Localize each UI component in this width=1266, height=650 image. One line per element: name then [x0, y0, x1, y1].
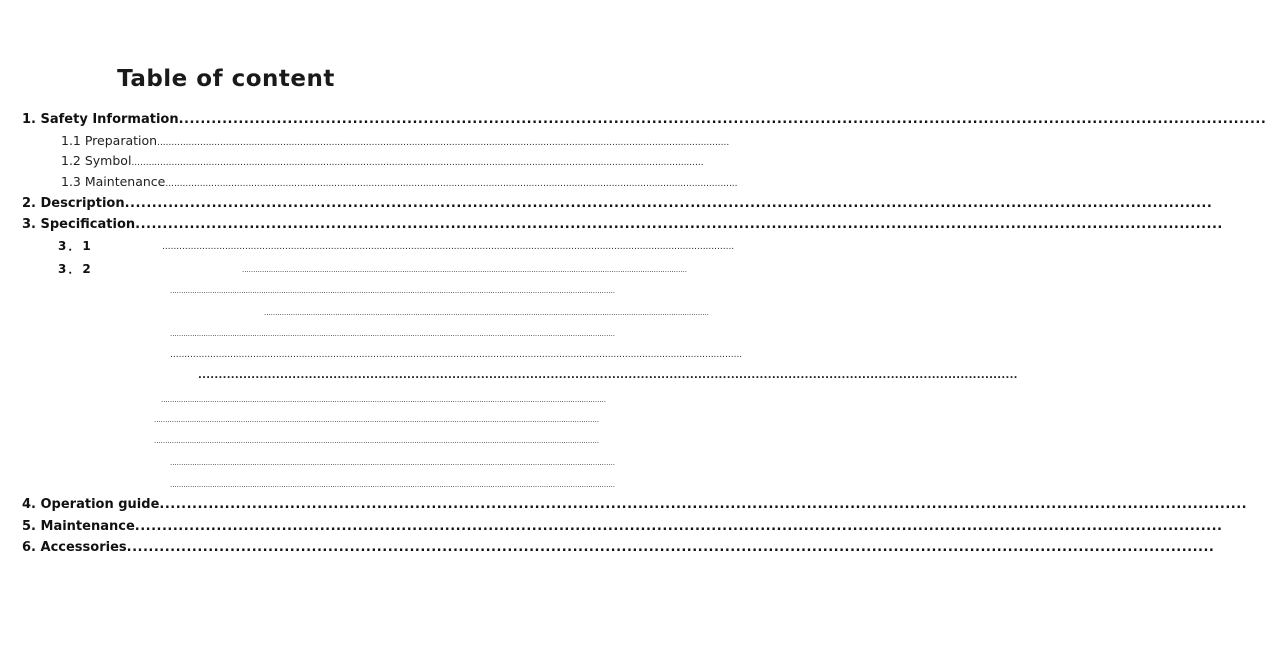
toc-entry-label: 1.1 Preparation — [61, 133, 158, 148]
toc-entry-label: 5. Maintenance — [22, 519, 135, 534]
toc-entry-label: 2. Description — [22, 196, 125, 211]
toc-leader: ........................................................................................................................................................................................................ — [161, 396, 607, 404]
toc-entry-label: 1. Safety Information — [22, 112, 179, 127]
toc-entry-maintenance-sub[interactable] — [61, 173, 738, 190]
toc-leader: ........................................................................................................................................................................................................ — [178, 112, 1266, 127]
toc-entry-label: 1.2 Symbol — [61, 153, 132, 168]
toc-leader: ........................................................................................................................................................................................................ — [157, 138, 730, 148]
toc-entry-maintenance[interactable] — [22, 518, 1223, 536]
toc-leader: ........................................................................................................................................................................................................ — [170, 287, 616, 295]
toc-entry-label: 1.3 Maintenance — [61, 174, 166, 189]
toc-leader: ........................................................................................................................................................................................................ — [131, 158, 704, 168]
toc-leader: ........................................................................................................................................................................................................ — [126, 540, 1215, 555]
toc-leader: ........................................................................................................................................................................................................ — [124, 196, 1213, 211]
toc-entry-operation-guide[interactable] — [22, 496, 1248, 514]
toc-leader: ........................................................................................................................................................................................................ — [154, 416, 600, 424]
toc-leader: ........................................................................................................................................................................................................ — [170, 350, 743, 360]
toc-entry-label: 3．2 — [58, 262, 93, 276]
toc-leader: ........................................................................................................................................................................................................ — [135, 217, 1223, 232]
toc-leader: ........................................................................................................................................................................................................ — [242, 266, 688, 274]
toc-entry-safety-information[interactable] — [22, 111, 1266, 129]
toc-leader: ........................................................................................................................................................................................................ — [170, 330, 616, 338]
toc-entry-preparation[interactable] — [61, 132, 730, 149]
toc-entry-description[interactable] — [22, 195, 1213, 213]
page-title: Table of content — [117, 66, 335, 92]
toc-leader: ........................................................................................................................................................................................................ — [170, 459, 616, 467]
toc-leader: ........................................................................................................................................................................................................ — [162, 242, 735, 252]
toc-leader: ........................................................................................................................................................................................................ — [264, 309, 710, 317]
toc-entry-symbol[interactable] — [61, 152, 704, 169]
toc-leader: ........................................................................................................................................................................................................ — [159, 497, 1248, 512]
toc-leader: ........................................................................................................................................................................................................ — [165, 179, 738, 189]
toc-entry-label: 3. Specification — [22, 217, 136, 232]
toc-entry-specification[interactable] — [22, 216, 1223, 234]
toc-leader: ........................................................................................................................................................................................................ — [154, 437, 600, 445]
toc-entry-accessories[interactable] — [22, 539, 1215, 557]
toc-leader: ........................................................................................................................................................................................................ — [134, 519, 1223, 534]
toc-entry-label: 6. Accessories — [22, 540, 127, 555]
toc-entry-label: 4. Operation guide — [22, 497, 160, 512]
toc-entry-label: 3．1 — [58, 239, 93, 253]
toc-leader: ........................................................................................................................................................................................................ — [198, 370, 1018, 381]
toc-leader: ........................................................................................................................................................................................................ — [170, 481, 616, 489]
